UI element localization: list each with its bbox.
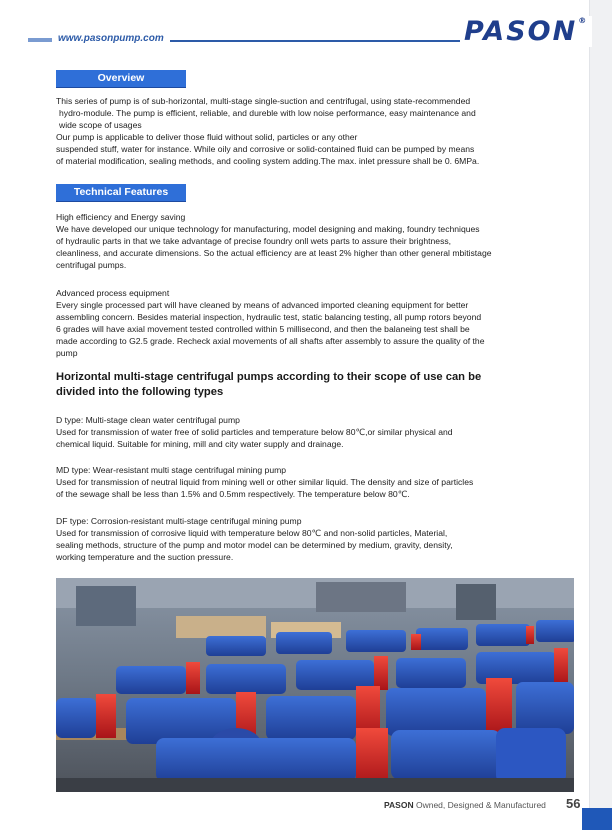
page-number: 56 (566, 796, 581, 811)
overview-line: Our pump is applicable to deliver those fluid without solid, particles or any other (56, 132, 358, 142)
df-type-section (56, 515, 552, 563)
advanced-line: Every single processed part will have cleaned by means of advanced imported cleaning equipment for better (56, 300, 469, 310)
overview-badge: Overview (56, 70, 186, 87)
overview-line: suspended stuff, water for instance. While oily and corrosive or solid-contained fluid can be pumped by means (56, 144, 475, 154)
advanced-section (56, 287, 552, 359)
md-type-section (56, 464, 552, 500)
types-heading-line: Horizontal multi-stage centrifugal pumps according to their scope of use can be (56, 371, 482, 383)
site-url[interactable]: www.pasonpump.com (52, 33, 170, 44)
advanced-line: pump (56, 348, 78, 358)
efficiency-line: cleanliness, and accurate dimensions. So the actual efficiency are at least 2% higher than other general mbitistage (56, 248, 492, 258)
overview-line: wide scope of usages (59, 120, 142, 130)
efficiency-line: of hydraulic parts in that we take advantage of precise foundry onll wets parts to assure their brightness, (56, 236, 452, 246)
efficiency-line: centrifugal pumps. (56, 260, 127, 270)
footer-tagline-text: Owned, Designed & Manufactured (413, 800, 546, 810)
factory-pumps-photo (56, 578, 574, 792)
pump-foreground (156, 728, 566, 786)
advanced-heading: Advanced process equipment (56, 288, 170, 298)
md-type-title: MD type: Wear-resistant multi stage centrifugal mining pump (56, 465, 287, 475)
d-type-title: D type: Multi-stage clean water centrifugal pump (56, 415, 240, 425)
types-heading (56, 370, 536, 400)
right-edge-stripe (589, 0, 612, 830)
md-type-line: Used for transmission of neutral liquid from mining well or other similar liquid. The density and size of particles (56, 477, 474, 487)
brand-logo (460, 16, 592, 47)
overview-text (56, 95, 552, 167)
advanced-line: made according to G2.5 grade. Recheck axial movements of all shafts after assembly to assure the quality of the (56, 336, 485, 346)
registered-mark: ® (578, 16, 589, 25)
df-type-line: working temperature and the suction pressure. (56, 552, 234, 562)
footer-brand: PASON (384, 800, 414, 810)
advanced-line: assembling concern. Besides material inspection, hydraulic test, static balancing testing, all pump rotors beyond (56, 312, 482, 322)
d-type-line: Used for transmission of water free of solid particles and temperature below 80℃,or similar physical and (56, 427, 453, 437)
overview-line: This series of pump is of sub-horizontal, multi-stage single-suction and centrifugal, using state-recommended (56, 96, 471, 106)
overview-line: hydro-module. The pump is efficient, reliable, and dureble with low noise performance, easy maintenance and (59, 108, 476, 118)
factory-pumps-illustration (56, 578, 574, 792)
df-type-line: Used for transmission of corrosive liquid with temperature below 80℃ and non-solid particles, Material, (56, 528, 448, 538)
efficiency-section (56, 211, 552, 271)
d-type-line: chemical liquid. Suitable for mining, mill and city water supply and drainage. (56, 439, 344, 449)
efficiency-heading: High efficiency and Energy saving (56, 212, 186, 222)
technical-features-badge: Technical Features (56, 184, 186, 201)
footer-tagline (384, 800, 546, 810)
d-type-section (56, 414, 552, 450)
df-type-line: sealing methods, structure of the pump and motor model can be determined by medium, gravity, density, (56, 540, 453, 550)
df-type-title: DF type: Corrosion-resistant multi-stage centrifugal mining pump (56, 516, 302, 526)
overview-line: of material modification, sealing methods, and cooling system adding.The max. inlet pressure shall be 0. 6MPa. (56, 156, 480, 166)
advanced-line: 6 grades will have axial movement tested controlled within 5 millisecond, and then the balaneing test shall be (56, 324, 470, 334)
efficiency-line: We have developed our unique technology for manufacturing, model designing and making, foundry techniques (56, 224, 480, 234)
brand-logo-text: PASON (464, 16, 578, 47)
md-type-line: of the sewage shall be less than 1.5% and 0.5mm respectively. The temperature below 80℃. (56, 489, 410, 499)
types-heading-line: divided into the following types (56, 386, 224, 398)
corner-tab (582, 808, 612, 830)
